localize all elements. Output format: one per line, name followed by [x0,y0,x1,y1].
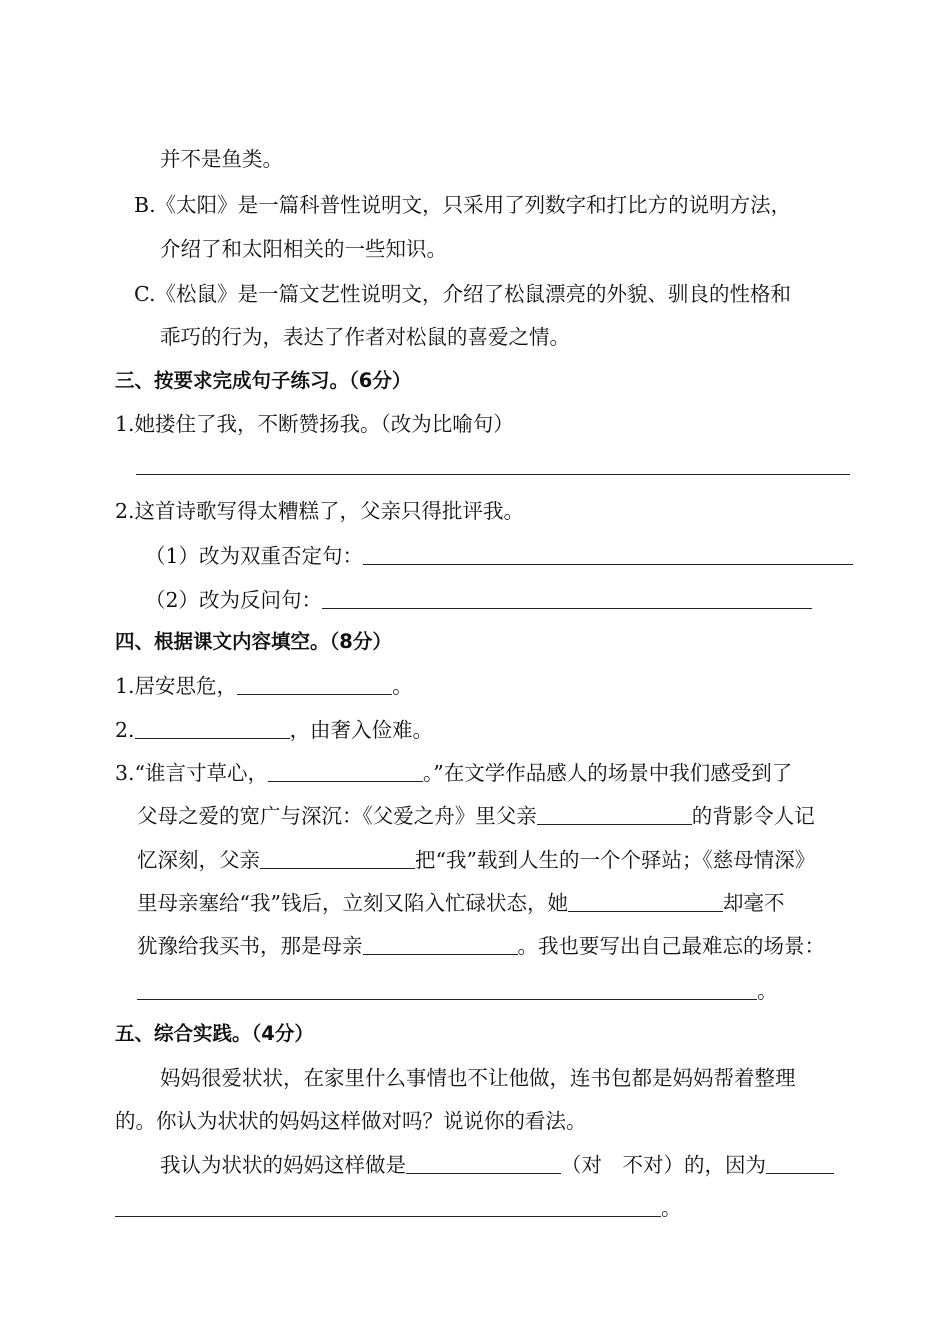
section3-question1: 1.她搂住了我，不断赞扬我。（改为比喻句） [115,412,514,436]
q2-number: 2. [115,718,135,742]
blank-opinion[interactable] [406,1153,561,1174]
q3-l1-rest: 。”在文学作品感人的场景中我们感受到了 [423,761,793,785]
blank-q2[interactable] [135,718,290,739]
option-c-line1: C.《松鼠》是一篇文艺性说明文，介绍了松鼠漂亮的外貌、驯良的性格和 [134,282,791,306]
q3-l5-rest: 。我也要写出自己最难忘的场景： [517,934,825,958]
blank-q1[interactable] [237,674,392,695]
option-c-line2: 乖巧的行为，表达了作者对松鼠的喜爱之情。 [160,325,570,349]
q3-l2-text: 父母之爱的宽广与深沉：《父爱之舟》里父亲 [137,804,537,828]
option-b-line1: B.《太阳》是一篇科普性说明文，只采用了列数字和打比方的说明方法， [134,193,792,217]
q3-l4-rest: 却毫不 [722,891,785,915]
question2-part1 [145,541,853,571]
section5-answer-line1 [160,1150,834,1180]
section4-question3-line5 [137,931,825,961]
section5-paragraph-line2: 的。你认为状状的妈妈这样做对吗？说说你的看法。 [115,1109,587,1133]
answer-blank-q2-1[interactable] [363,544,853,565]
option-b-line2: 介绍了和太阳相关的一些知识。 [160,237,447,261]
blank-q3-2[interactable] [537,804,692,825]
q1-text: 1.居安思危， [115,674,238,698]
blank-reason-start[interactable] [766,1153,834,1174]
blank-q3-1[interactable] [268,761,423,782]
section4-question3-line2 [137,801,815,831]
option-a-continuation: 并不是鱼类。 [160,147,283,171]
section5-paragraph-line1: 妈妈很爱状状，在家里什么事情也不让他做，连书包都是妈妈帮着整理 [160,1066,796,1090]
answer-prompt: 我认为状状的妈妈这样做是 [160,1153,406,1177]
q3-l1-text: 3.“谁言寸草心， [115,761,269,785]
q3-l4-text: 里母亲塞给“我”钱后，立刻又陷入忙碌状态，她 [137,891,568,915]
section3-question2: 2.这首诗歌写得太糟糕了，父亲只得批评我。 [115,499,525,523]
section4-question1 [115,671,413,701]
section4-heading: 四、根据课文内容填空。（8分） [115,630,392,653]
section4-question2 [115,715,433,745]
section4-question3-line1 [115,758,792,788]
section5-heading: 五、综合实践。（4分） [115,1022,314,1045]
question2-part2 [145,585,812,615]
q3-l2-rest: 的背影令人记 [691,804,815,828]
blank-reason[interactable] [115,1196,661,1217]
blank-q3-6[interactable] [137,979,757,1000]
question2-part1-label: （1）改为双重否定句： [145,544,364,568]
reason-end: 。 [661,1196,682,1220]
section4-question3-line3 [137,845,815,875]
answer-line-q1[interactable] [136,474,850,475]
section3-heading: 三、按要求完成句子练习。（6分） [115,369,412,392]
q3-l3-text: 忆深刻，父亲 [137,848,260,872]
q3-end: 。 [757,979,778,1003]
blank-q3-4[interactable] [568,891,723,912]
answer-blank-q2-2[interactable] [322,588,812,609]
blank-q3-5[interactable] [363,934,518,955]
section4-question3-line6 [137,976,778,1006]
question2-part2-label: （2）改为反问句： [145,588,323,612]
q3-l3-rest: 把“我”载到人生的一个个驿站；《慈母情深》 [415,848,816,872]
section5-answer-line2 [115,1193,682,1223]
q1-end: 。 [392,674,413,698]
blank-q3-3[interactable] [260,848,415,869]
answer-options: （对 不对）的，因为 [561,1153,766,1177]
section4-question3-line4 [137,888,784,918]
q3-l5-text: 犹豫给我买书，那是母亲 [137,934,363,958]
q2-text: ，由奢入俭难。 [289,718,434,742]
